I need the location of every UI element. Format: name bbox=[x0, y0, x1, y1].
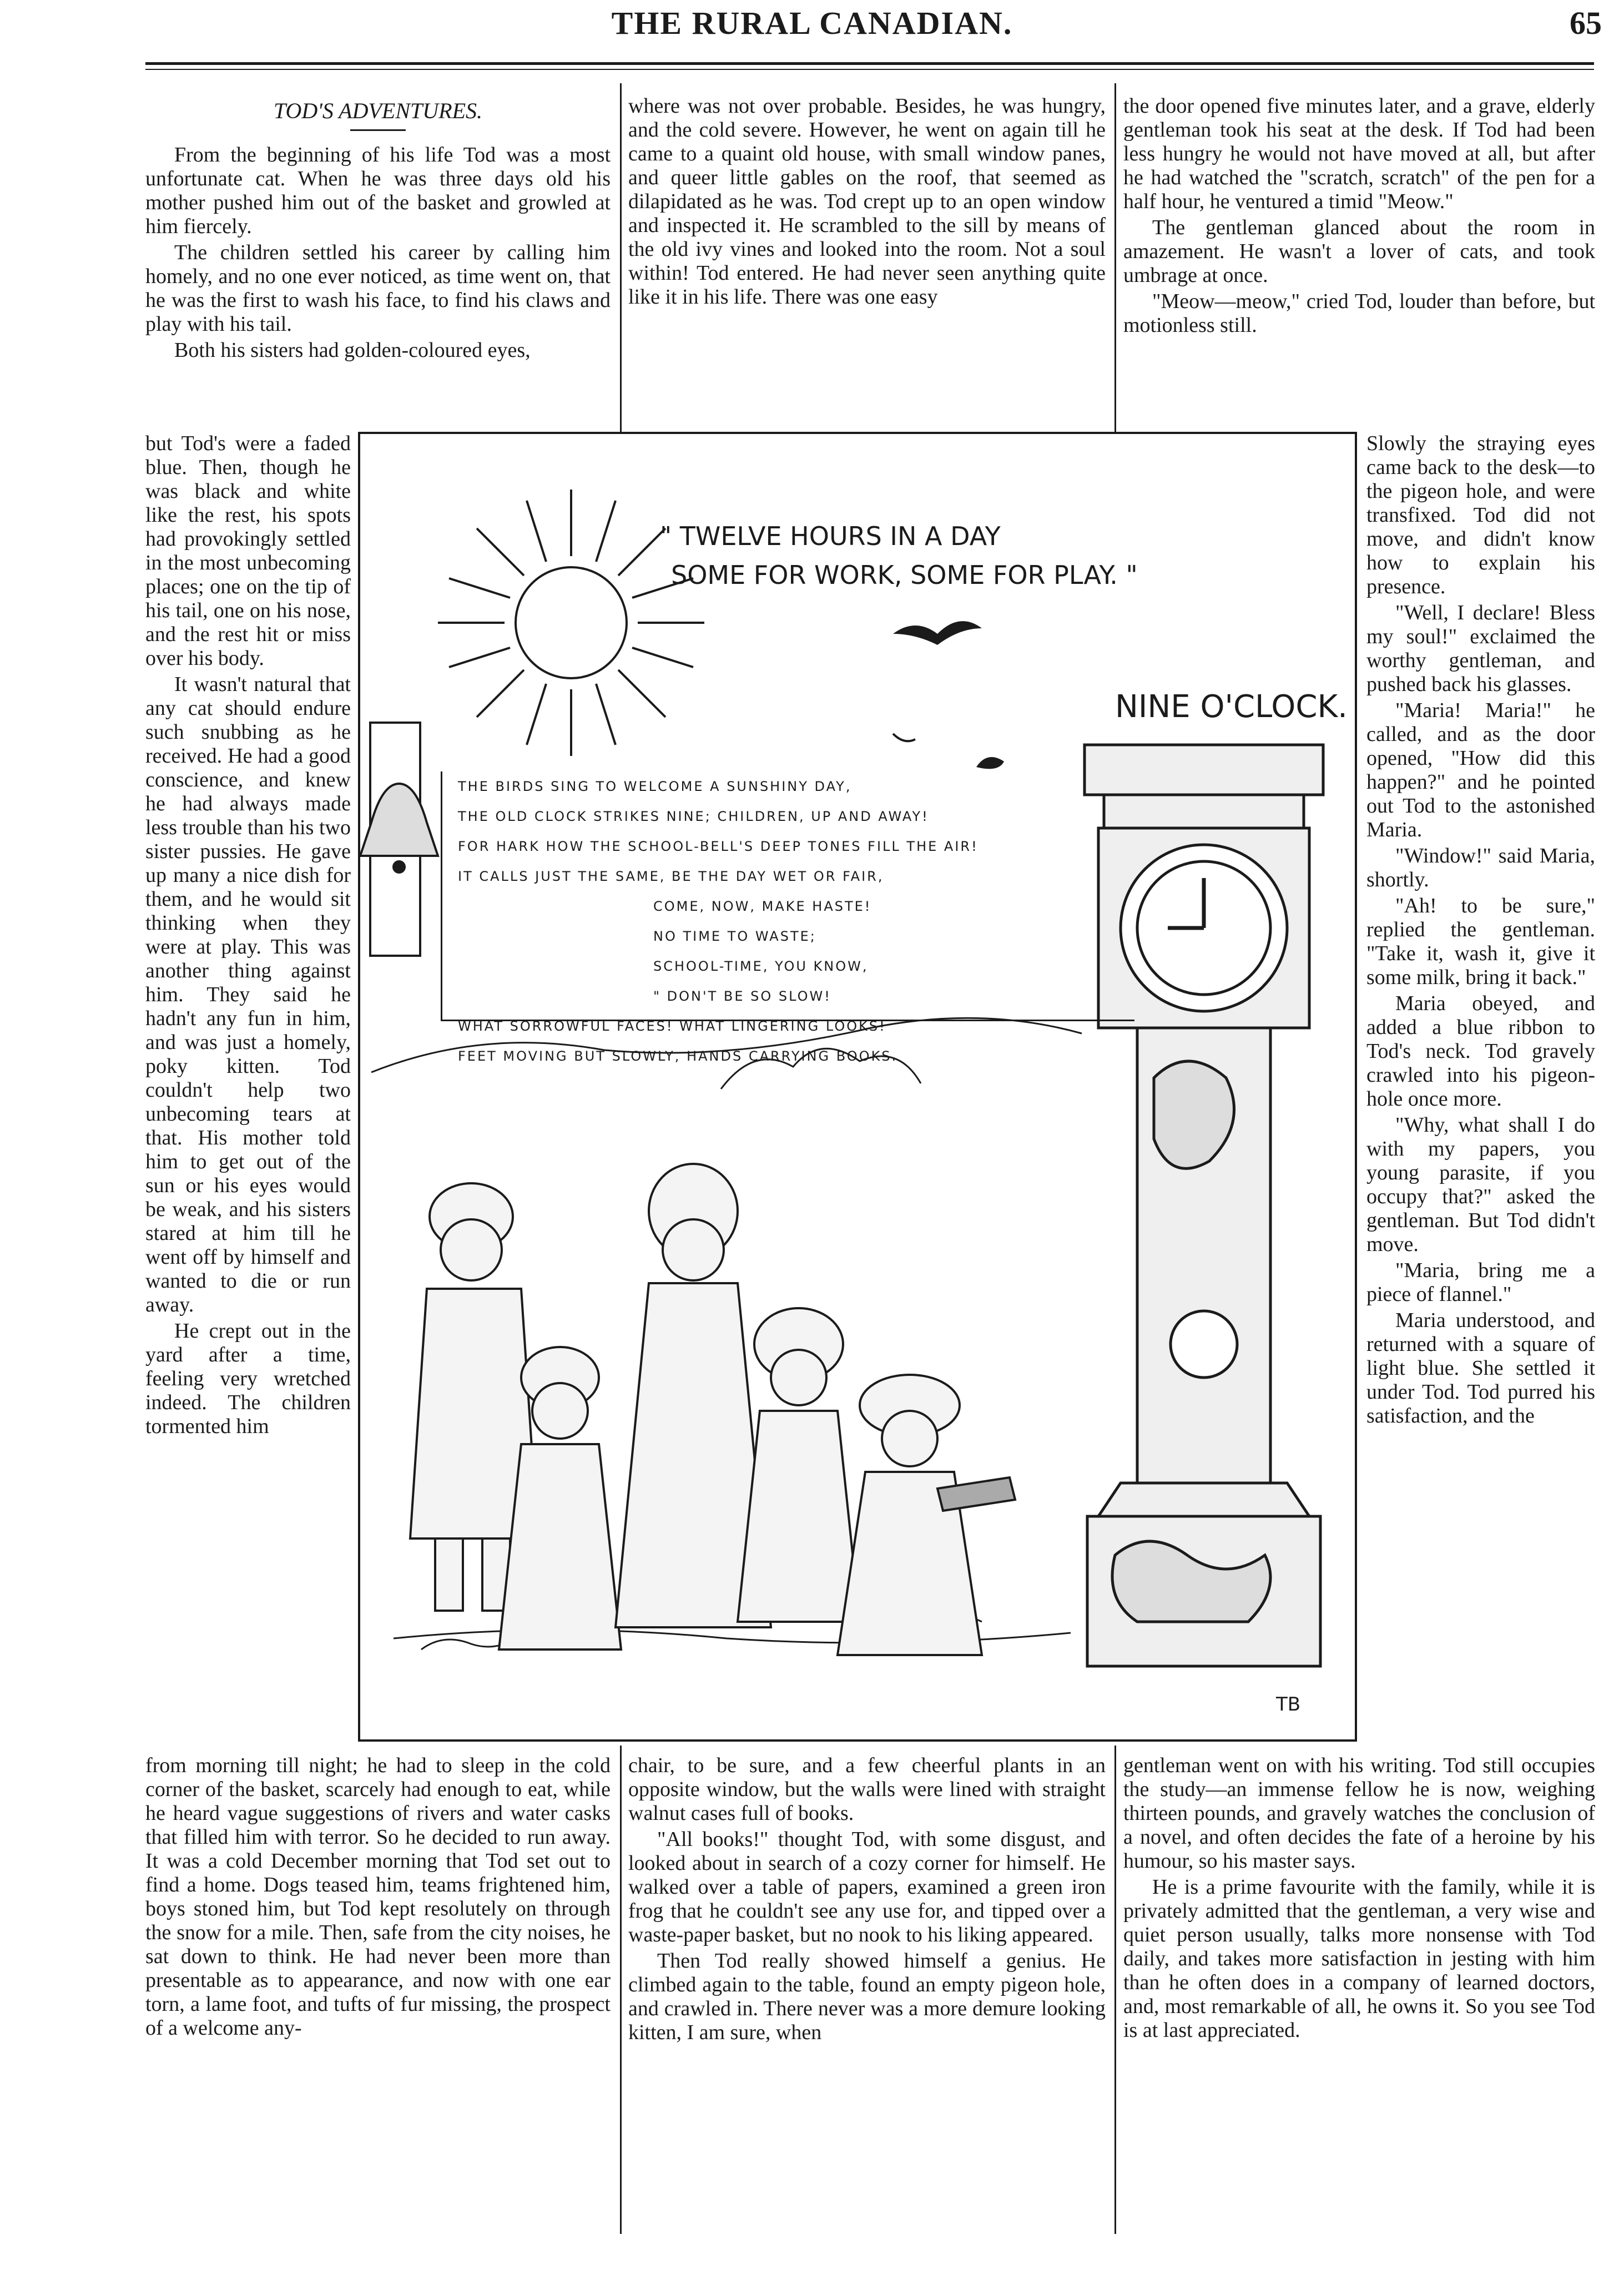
illustration-nine-oclock bbox=[358, 432, 1357, 1742]
bird-icon bbox=[893, 621, 982, 645]
column-divider bbox=[620, 83, 622, 433]
paragraph: Both his sisters had golden-coloured eyes, bbox=[174, 339, 531, 362]
paragraph: where was not over probable. Besides, he was hungry, and the cold severe. However, he went on again till he came to a quaint old house, with small window panes, and queer little gables on the roof, that seemed as dilapidated as he was. Tod crept up to an open window and inspected it. He scrambled to the sill by means of the old ivy vines and looked into the room. Not a soul within! Tod entered. He had never seen anything quite like it in his life. There was one easy bbox=[628, 94, 1106, 309]
poem-line: FEET MOVING BUT SLOWLY, HANDS CARRYING BOOKS. bbox=[458, 1048, 898, 1064]
column-divider bbox=[1114, 83, 1116, 433]
poem-line: COME, NOW, MAKE HASTE! bbox=[653, 899, 872, 914]
child-reading bbox=[838, 1375, 1015, 1655]
column-3-top bbox=[1123, 94, 1595, 340]
column-1-bottom bbox=[145, 1754, 611, 2042]
story-title: TOD'S ADVENTURES. bbox=[274, 98, 482, 123]
paragraph: the door opened five minutes later, and a grave, elderly gentleman took his seat at the desk. If Tod had been less hungry he would not have moved at all, but after he had watched the "scratch, scratch" of the pen for a half hour, he ventured a timid "Meow." bbox=[1123, 94, 1595, 213]
column-1-top bbox=[145, 94, 611, 365]
paragraph: "All books!" thought Tod, with some disgust, and looked about in search of a cozy corner for himself. He walked over a table of papers, examined a green iron frog that he couldn't see any use for, and tipped over a waste-paper basket, but no nook to his liking appeared. bbox=[628, 1828, 1106, 1946]
header-rule-thick bbox=[145, 62, 1594, 65]
paragraph: from morning till night; he had to sleep in the cold corner of the basket, scarcely had enough to eat, while he heard vague suggestions of rivers and water casks that filled him with terror. So he decided to run away. It was a cold December morning that Tod set out to find a home. Dogs teased him, teams frightened him, boys stoned him, but Tod kept resolutely on through the snow for a mile. Then, safe from the city noises, he sat down to think. He had never been more than presentable as to appearance, and now with one ear torn, a lame foot, and tufts of fur missing, the prospect of a welcome any- bbox=[145, 1754, 611, 2040]
illustration-drawing bbox=[360, 434, 1357, 1742]
page-number: 65 bbox=[1570, 5, 1602, 41]
column-divider bbox=[1114, 1746, 1116, 2234]
children-group bbox=[410, 1164, 1015, 1655]
paragraph: He is a prime favourite with the family, while it is privately admitted that the gentleman, a very wise and quiet person usually, talks more nonsense with Tod daily, and takes more satisfaction in jesting with him than he often does in a company of learned doctors, and, most remarkable of all, he owns it. So you see Tod is at last appreciated. bbox=[1123, 1875, 1595, 2042]
clock-label: NINE O'CLOCK. bbox=[1115, 689, 1348, 725]
paragraph: "Maria! Maria!" he called, and as the door opened, "How did this happen?" and he pointed out Tod to the astonished Maria. bbox=[1366, 699, 1595, 841]
newspaper-title: THE RURAL CANADIAN. bbox=[611, 5, 1013, 41]
paragraph: "Meow—meow," cried Tod, louder than before, but motionless still. bbox=[1123, 290, 1595, 337]
poem-line: THE OLD CLOCK STRIKES NINE; CHILDREN, UP AND AWAY! bbox=[458, 809, 929, 824]
column-divider bbox=[620, 1746, 622, 2234]
paragraph: "Well, I declare! Bless my soul!" exclaimed the worthy gentleman, and pushed back his glasses. bbox=[1366, 601, 1595, 696]
header-rule-thin bbox=[145, 69, 1594, 70]
poem-line: NO TIME TO WASTE; bbox=[653, 929, 816, 944]
child-girl-bonnet bbox=[738, 1308, 860, 1622]
paragraph: He crept out in the yard after a time, feeling very wretched indeed. The children tormented him bbox=[145, 1319, 351, 1438]
paragraph: Slowly the straying eyes came back to the desk—to the pigeon hole, and were transfixed. Tod did not move, and didn't know how to explain his presence. bbox=[1366, 432, 1595, 598]
paragraph: gentleman went on with his writing. Tod still occupies the study—an immense fellow he is now, weighing thirteen pounds, and gravely watches the conclusion of a novel, and often decides the fate of a heroine by his humour, so his master says. bbox=[1123, 1754, 1595, 1873]
column-1-narrow bbox=[145, 432, 351, 1441]
column-3-bottom bbox=[1123, 1754, 1595, 2045]
paragraph: "Maria, bring me a piece of flannel." bbox=[1366, 1259, 1595, 1306]
paragraph: "Why, what shall I do with my papers, you young parasite, if you occupy that?" asked the gentleman. But Tod didn't move. bbox=[1366, 1113, 1595, 1256]
poem-line: SCHOOL-TIME, YOU KNOW, bbox=[653, 959, 869, 974]
column-2-top bbox=[628, 94, 1106, 311]
title-rule bbox=[350, 129, 406, 131]
poem-box bbox=[441, 771, 1134, 1064]
paragraph: "Window!" said Maria, shortly. bbox=[1366, 844, 1595, 891]
paragraph: Then Tod really showed himself a genius. He climbed again to the table, found an empty pigeon hole, and crawled in. There never was a more demure looking kitten, I am sure, when bbox=[628, 1949, 1106, 2044]
paragraph: Maria obeyed, and added a blue ribbon to Tod's neck. Tod gravely crawled into his pigeon-hole once more. bbox=[1366, 992, 1595, 1111]
paragraph: The gentleman glanced about the room in amazement. He wasn't a lover of cats, and took umbrage at once. bbox=[1123, 216, 1595, 287]
column-2-bottom bbox=[628, 1754, 1106, 2047]
poem-line: THE BIRDS SING TO WELCOME A SUNSHINY DAY, bbox=[458, 779, 852, 794]
motto-line-1: " TWELVE HOURS IN A DAY bbox=[660, 521, 1001, 551]
poem-line: FOR HARK HOW THE SCHOOL-BELL'S DEEP TONES FILL THE AIR! bbox=[458, 839, 979, 854]
illustrator-signature: TB bbox=[1276, 1693, 1301, 1716]
paragraph: From the beginning of his life Tod was a most unfortunate cat. When he was three days old his mother pushed him out of the basket and growled at him fiercely. bbox=[145, 143, 611, 238]
paragraph: chair, to be sure, and a few cheerful plants in an opposite window, but the walls were lined with straight walnut cases full of books. bbox=[628, 1754, 1106, 1825]
paragraph: It wasn't natural that any cat should endure such snubbing as he received. He had a good conscience, and knew he had always made less trouble than his two sister pussies. He gave up many a nice dish for them, and he would sit thinking when they were at play. This was another thing against him. They said he hadn't any fun in him, and was just a homely, poky kitten. Tod couldn't help two unbecoming tears at that. His mother told him to get out of the sun or his eyes would be weak, and his sisters stared at him till he went off by himself and wanted to die or run away. bbox=[145, 673, 351, 1316]
poem-line: " DON'T BE SO SLOW! bbox=[653, 988, 831, 1004]
paragraph: but Tod's were a faded blue. Then, though he was black and white like the rest, his spots had provokingly settled in the most unbecoming places; one on the tip of his tail, one on his nose, and the rest hit or miss over his body. bbox=[145, 432, 351, 670]
poem-line: IT CALLS JUST THE SAME, BE THE DAY WET OR FAIR, bbox=[458, 869, 884, 884]
paragraph: The children settled his career by calling him homely, and no one ever noticed, as time went on, that he was the first to wash his face, to find his claws and play with his tail. bbox=[145, 241, 611, 336]
bird-icon bbox=[893, 734, 915, 741]
paragraph: "Ah! to be sure," replied the gentleman. "Take it, wash it, give it some milk, bring it back." bbox=[1366, 894, 1595, 989]
paragraph: Maria understood, and returned with a square of light blue. She settled it under Tod. Tod purred his satisfaction, and the bbox=[1366, 1309, 1595, 1427]
motto-line-2: SOME FOR WORK, SOME FOR PLAY. " bbox=[671, 560, 1138, 590]
column-3-narrow bbox=[1366, 432, 1595, 1430]
poem-line: WHAT SORROWFUL FACES! WHAT LINGERING LOOKS! bbox=[458, 1018, 886, 1034]
bird-icon bbox=[976, 757, 1004, 769]
school-bell-icon bbox=[360, 723, 438, 956]
